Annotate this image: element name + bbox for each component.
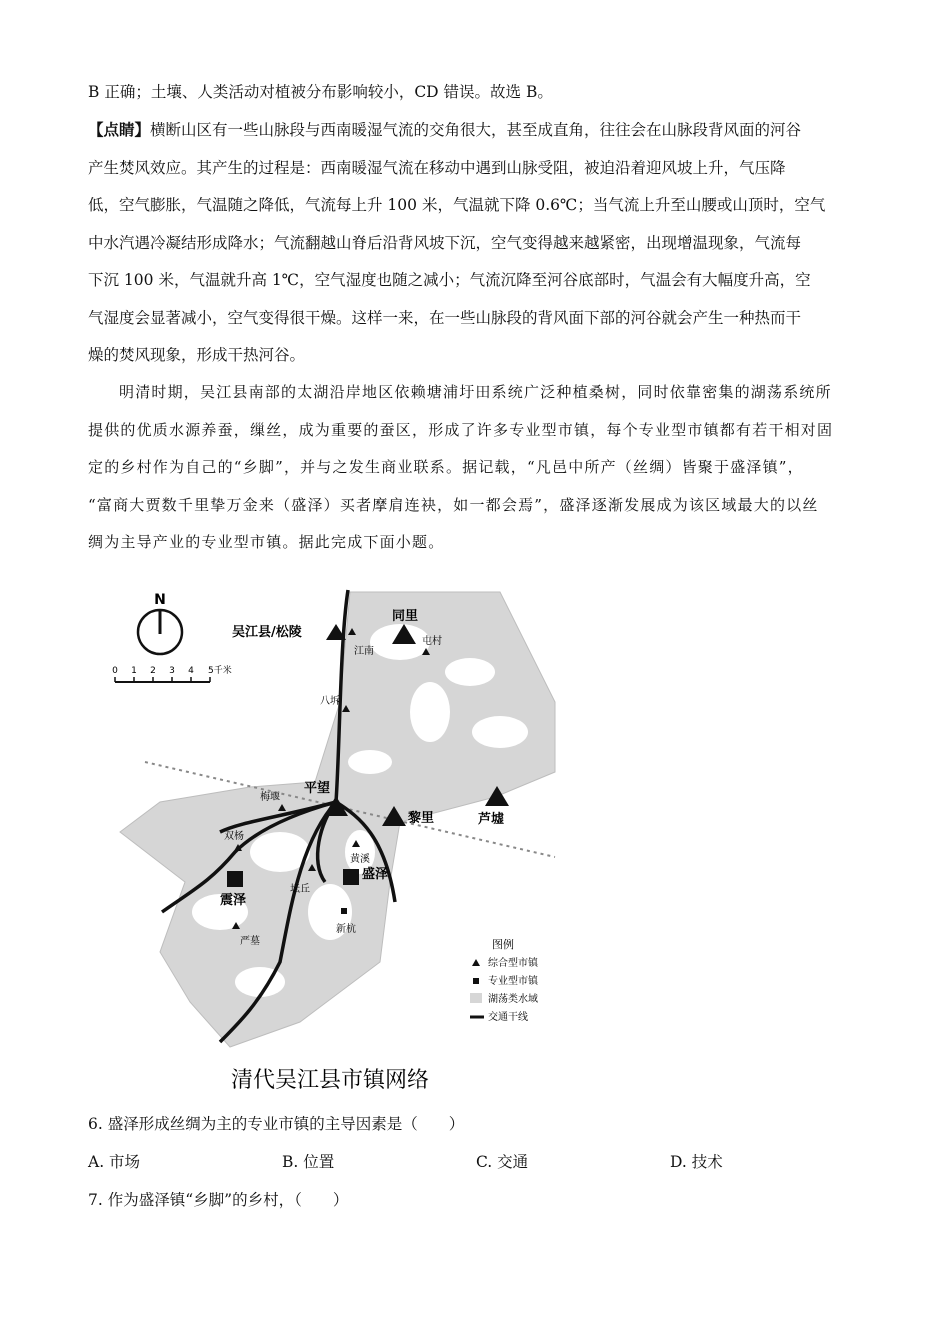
- note-text: 横断山区有一些山脉段与西南暖湿气流的交角很大，甚至成直角，往往会在山脉段背风面的河谷: [150, 121, 802, 139]
- north-arrow: [138, 592, 182, 654]
- svg-text:黄溪: 黄溪: [350, 854, 370, 865]
- question-7: 7. 作为盛泽镇“乡脚”的乡村，（ ）: [88, 1191, 349, 1209]
- passage-line: 定的乡村作为自己的“乡脚”，并与之发生商业联系。据记载，“凡邑中所产（丝绸）皆聚于盛泽镇”，: [88, 458, 804, 476]
- svg-text:N: N: [154, 592, 166, 608]
- svg-text:黎里: 黎里: [408, 811, 435, 826]
- town-network-map: [100, 582, 560, 1102]
- note-tag: 【点睛】: [88, 120, 151, 139]
- svg-text:5千米: 5千米: [208, 666, 232, 676]
- svg-text:1: 1: [131, 666, 137, 676]
- q6-option-c[interactable]: C. 交通: [476, 1153, 529, 1171]
- q6-option-b[interactable]: B. 位置: [282, 1153, 335, 1171]
- svg-text:交通干线: 交通干线: [488, 1012, 528, 1023]
- svg-text:芦墟: 芦墟: [478, 812, 505, 827]
- svg-text:0: 0: [112, 666, 118, 676]
- svg-text:湖荡类水域: 湖荡类水域: [488, 994, 538, 1005]
- note-line: [88, 111, 868, 150]
- passage-line: 明清时期，吴江县南部的太湖沿岸地区依赖塘浦圩田系统广泛种植桑树，同时依靠密集的湖荡系统所: [119, 383, 832, 401]
- svg-text:综合型市镇: 综合型市镇: [488, 958, 538, 969]
- svg-text:平望: 平望: [304, 781, 331, 796]
- svg-text:江南: 江南: [354, 646, 374, 657]
- map-legend: [470, 937, 539, 1023]
- passage-line: “富商大贾数千里挚万金来（盛泽）买者摩肩连袂，如一都会焉”，盛泽逐渐发展成为该区域最大的以丝: [88, 495, 819, 514]
- passage-line: 绸为主导产业的专业型市镇。据此完成下面小题。: [88, 533, 445, 551]
- svg-text:专业型市镇: 专业型市镇: [488, 976, 538, 987]
- svg-text:八坼: 八坼: [320, 696, 340, 707]
- svg-text:吴江县/松陵: 吴江县/松陵: [232, 625, 302, 640]
- note-line: 中水汽遇冷凝结形成降水；气流翻越山脊后沿背风坡下沉，空气变得越来越紧密，出现增温现象，气流每: [88, 233, 802, 252]
- note-line: 产生焚风效应。其产生的过程是：西南暖湿气流在移动中遇到山脉受阻，被迫沿着迎风坡上升，气压降: [88, 158, 786, 177]
- note-line: 下沉 100 米，气温就升高 1℃，空气湿度也随之减小；气流沉降至河谷底部时，气温会有大幅度升高，空: [88, 271, 811, 289]
- note-line: 燥的焚风现象，形成干热河谷。: [88, 346, 306, 364]
- answer-line: B 正确；土壤、人类活动对植被分布影响较小，CD 错误。故选 B。: [88, 83, 553, 101]
- svg-text:同里: 同里: [392, 609, 419, 624]
- svg-text:严墓: 严墓: [240, 936, 260, 947]
- scale-bar: [112, 664, 232, 682]
- note-line: 低，空气膨胀，气温随之降低，气流每上升 100 米，气温就下降 0.6℃；当气流上升至山腰或山顶时，空气: [88, 196, 826, 214]
- passage: [88, 374, 868, 562]
- map-caption: 清代吴江县市镇网络: [230, 1068, 430, 1093]
- question-6: 6. 盛泽形成丝绸为主的专业市镇的主导因素是（ ）: [88, 1115, 465, 1133]
- svg-text:2: 2: [150, 666, 156, 676]
- note-section: [88, 111, 868, 375]
- svg-text:盛泽: 盛泽: [362, 867, 389, 882]
- svg-text:4: 4: [188, 666, 194, 676]
- svg-text:3: 3: [169, 666, 175, 676]
- q6-option-d[interactable]: D. 技术: [670, 1153, 723, 1171]
- svg-text:震泽: 震泽: [220, 893, 247, 908]
- svg-text:梅堰: 梅堰: [260, 792, 280, 803]
- svg-text:双杨: 双杨: [224, 831, 244, 842]
- answer-continuation: [88, 74, 868, 112]
- q6-option-a[interactable]: A. 市场: [88, 1153, 141, 1171]
- svg-text:图例: 图例: [492, 938, 514, 951]
- svg-text:新杭: 新杭: [336, 924, 356, 935]
- svg-text:坛丘: 坛丘: [290, 884, 310, 895]
- passage-line: 提供的优质水源养蚕，缫丝，成为重要的蚕区，形成了许多专业型市镇，每个专业型市镇都有若干相对固: [88, 420, 834, 439]
- svg-text:屯村: 屯村: [422, 636, 442, 647]
- note-line: 气湿度会显著减小，空气变得很干燥。这样一来，在一些山脉段的背风面下部的河谷就会产生一种热而干: [88, 308, 802, 327]
